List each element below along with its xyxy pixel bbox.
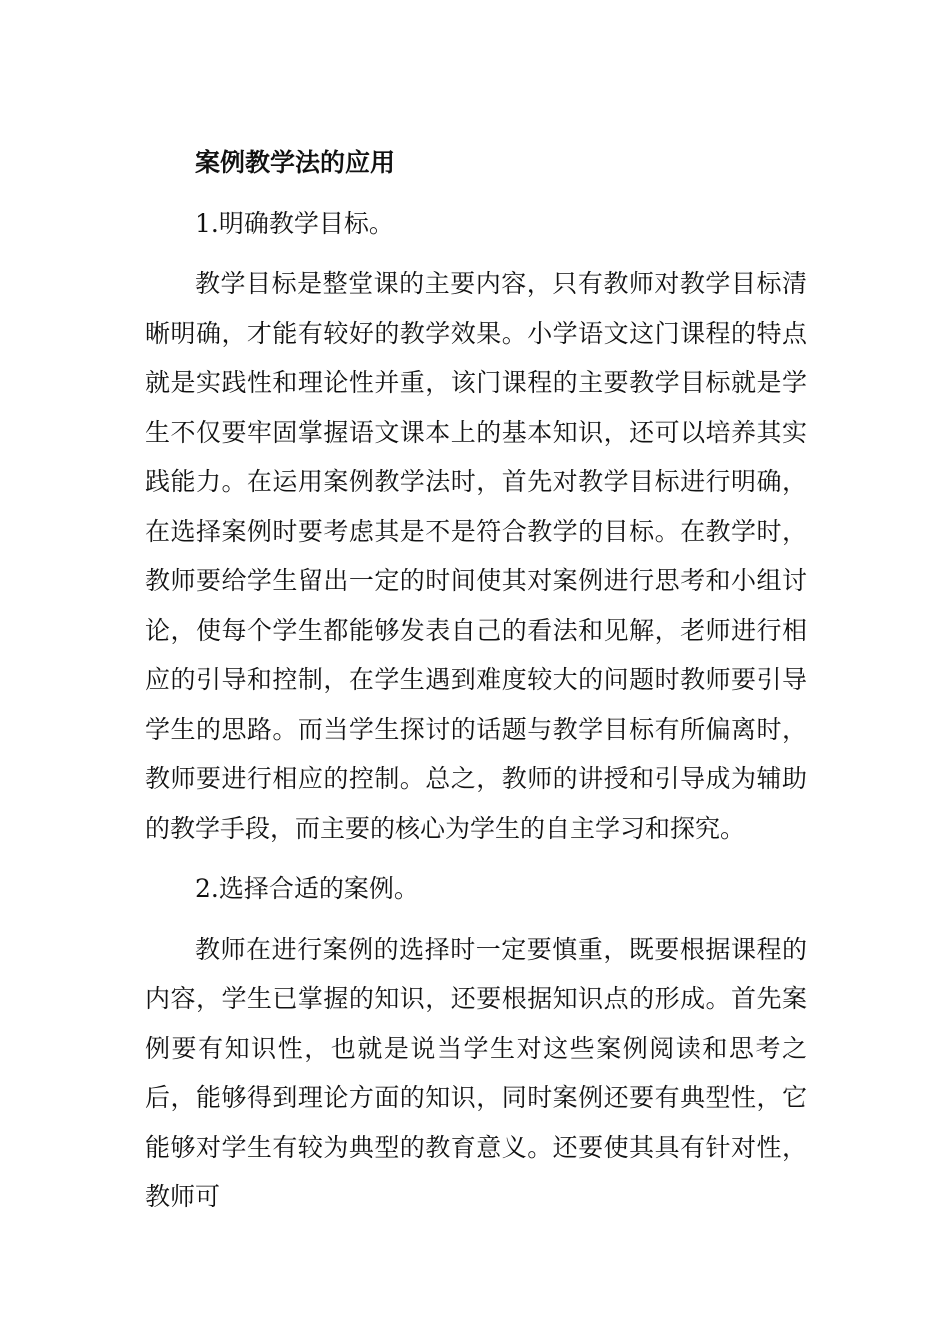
section-heading-1: 1.明确教学目标。 [195,208,394,238]
document-body [145,138,807,1233]
section-body-2: 教师在进行案例的选择时一定要慎重，既要根据课程的内容，学生已掌握的知识，还要根据知识点的形成。首先案例要有知识性，也就是说当学生对这些案例阅读和思考之后，能够得到理论方面的知识，同时案例还要有典型性，它能够对学生有较为典型的教育意义。还要使其具有针对性，教师可 [145,934,807,1211]
section-body-1: 教学目标是整堂课的主要内容，只有教师对教学目标清晰明确，才能有较好的教学效果。小学语文这门课程的特点就是实践性和理论性并重，该门课程的主要教学目标就是学生不仅要牢固掌握语文课本上的基本知识，还可以培养其实践能力。在运用案例教学法时，首先对教学目标进行明确，在选择案例时要考虑其是不是符合教学的目标。在教学时，教师要给学生留出一定的时间使其对案例进行思考和小组讨论，使每个学生都能够发表自己的看法和见解，老师进行相应的引导和控制，在学生遇到难度较大的问题时教师要引导学生的思路。而当学生探讨的话题与教学目标有所偏离时，教师要进行相应的控制。总之，教师的讲授和引导成为辅助的教学手段，而主要的核心为学生的自主学习和探究。 [145,269,807,843]
document-title: 案例教学法的应用 [195,148,396,177]
section-heading-2: 2.选择合适的案例。 [195,874,419,903]
